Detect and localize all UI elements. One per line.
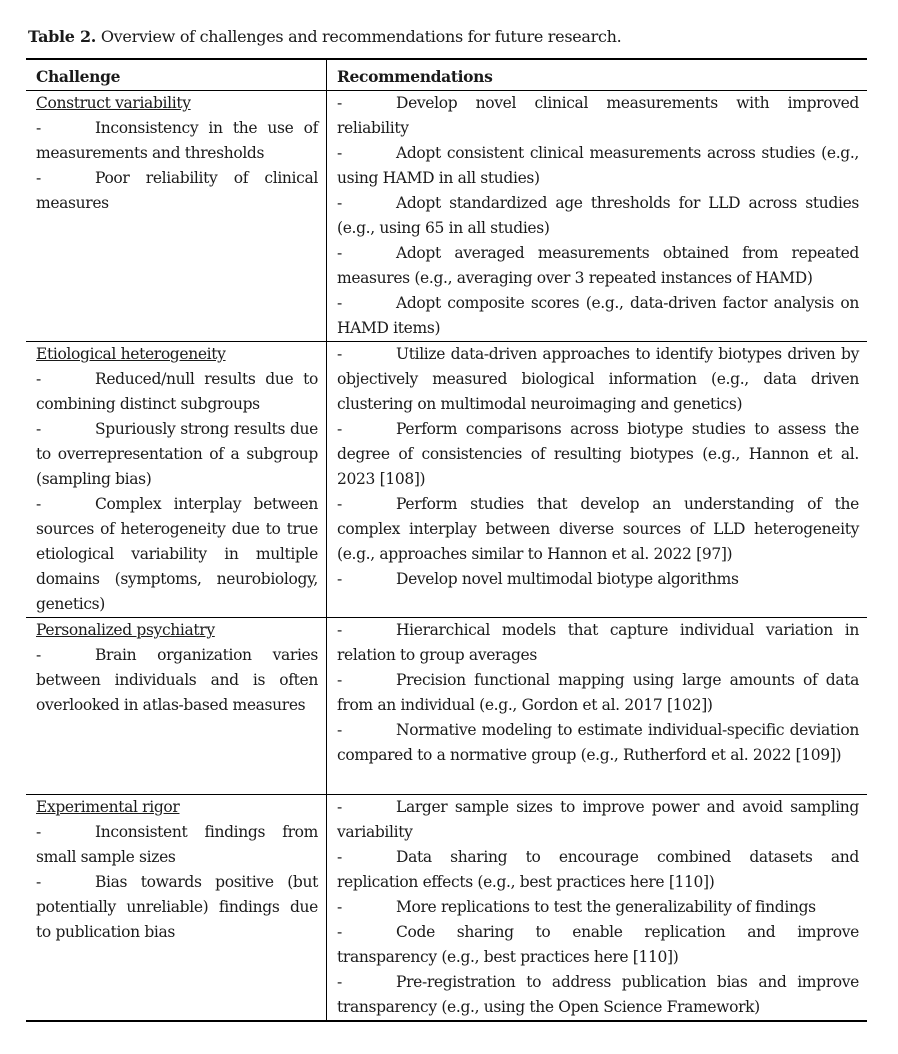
recommendation-item: - Perform studies that develop an understanding of the complex interplay between diverse sources of LLD heterogeneity (e.g., approaches similar to Hannon et al. 2022 [97]): [337, 495, 859, 563]
recommendation-item: - Hierarchical models that capture individual variation in relation to group averages: [337, 621, 859, 664]
challenge-cell: [26, 618, 327, 795]
recommendation-item: - Code sharing to enable replication and improve transparency (e.g., best practices here [110]): [337, 923, 859, 966]
recommendation-item: - Larger sample sizes to improve power and avoid sampling variability: [337, 798, 859, 841]
recommendation-item: - Pre-registration to address publication bias and improve transparency (e.g., using the Open Science Framework): [337, 973, 859, 1016]
recommendation-item: - Adopt standardized age thresholds for LLD across studies (e.g., using 65 in all studies): [337, 194, 859, 237]
challenge-title: Etiological heterogeneity: [36, 345, 226, 363]
challenge-item: - Spuriously strong results due to overrepresentation of a subgroup (sampling bias): [36, 420, 318, 488]
challenge-title: Personalized psychiatry: [36, 621, 215, 639]
caption-text: Overview of challenges and recommendations for future research.: [96, 27, 622, 46]
recommendation-item: - Perform comparisons across biotype studies to assess the degree of consistencies of resulting biotypes (e.g., Hannon et al. 2023 [108]): [337, 420, 859, 488]
table-row: [26, 342, 867, 618]
recommendation-item: - Develop novel multimodal biotype algorithms: [337, 570, 739, 588]
challenge-item: - Poor reliability of clinical measures: [36, 169, 318, 212]
recommendation-item: - Normative modeling to estimate individual-specific deviation compared to a normative group (e.g., Rutherford et al. 2022 [109]): [337, 721, 859, 764]
recommendation-cell: [327, 795, 868, 1022]
caption-label: Table 2.: [28, 27, 97, 46]
recommendation-item: - Adopt consistent clinical measurements across studies (e.g., using HAMD in all studies): [337, 144, 859, 187]
challenge-item: - Complex interplay between sources of heterogeneity due to true etiological variability in multiple domains (symptoms, neurobiology, genetics): [36, 495, 318, 613]
recommendation-item: - Develop novel clinical measurements with improved reliability: [337, 94, 859, 137]
challenge-title: Construct variability: [36, 94, 191, 112]
challenge-cell: [26, 342, 327, 618]
table-row: [26, 795, 867, 1022]
recommendation-item: - Adopt averaged measurements obtained from repeated measures (e.g., averaging over 3 repeated instances of HAMD): [337, 244, 859, 287]
recommendation-item: - Utilize data-driven approaches to identify biotypes driven by objectively measured biological information (e.g., data driven clustering on multimodal neuroimaging and genetics): [337, 345, 859, 413]
challenges-table: [26, 58, 867, 1022]
recommendation-item: - Data sharing to encourage combined datasets and replication effects (e.g., best practices here [110]): [337, 848, 859, 891]
challenge-cell: [26, 795, 327, 1022]
table-caption: [28, 26, 621, 48]
table-row: [26, 618, 867, 795]
challenge-cell: [26, 91, 327, 342]
challenge-item: - Reduced/null results due to combining distinct subgroups: [36, 370, 318, 413]
recommendation-cell: [327, 91, 868, 342]
recommendation-item: - Adopt composite scores (e.g., data-driven factor analysis on HAMD items): [337, 294, 859, 337]
challenge-item: - Inconsistent findings from small sample sizes: [36, 823, 318, 866]
recommendation-item: - More replications to test the generalizability of findings: [337, 898, 816, 916]
recommendation-item: - Precision functional mapping using large amounts of data from an individual (e.g., Gordon et al. 2017 [102]): [337, 671, 859, 714]
challenge-item: - Brain organization varies between individuals and is often overlooked in atlas-based measures: [36, 646, 318, 714]
recommendation-cell: [327, 618, 868, 795]
table-header-row: [26, 59, 867, 91]
recommendation-cell: [327, 342, 868, 618]
challenge-item: - Inconsistency in the use of measurements and thresholds: [36, 119, 318, 162]
header-recommendations: Recommendations: [337, 67, 493, 86]
table-row: [26, 91, 867, 342]
challenge-item: - Bias towards positive (but potentially unreliable) findings due to publication bias: [36, 873, 318, 941]
challenge-title: Experimental rigor: [36, 798, 180, 816]
header-challenge: Challenge: [26, 59, 327, 91]
